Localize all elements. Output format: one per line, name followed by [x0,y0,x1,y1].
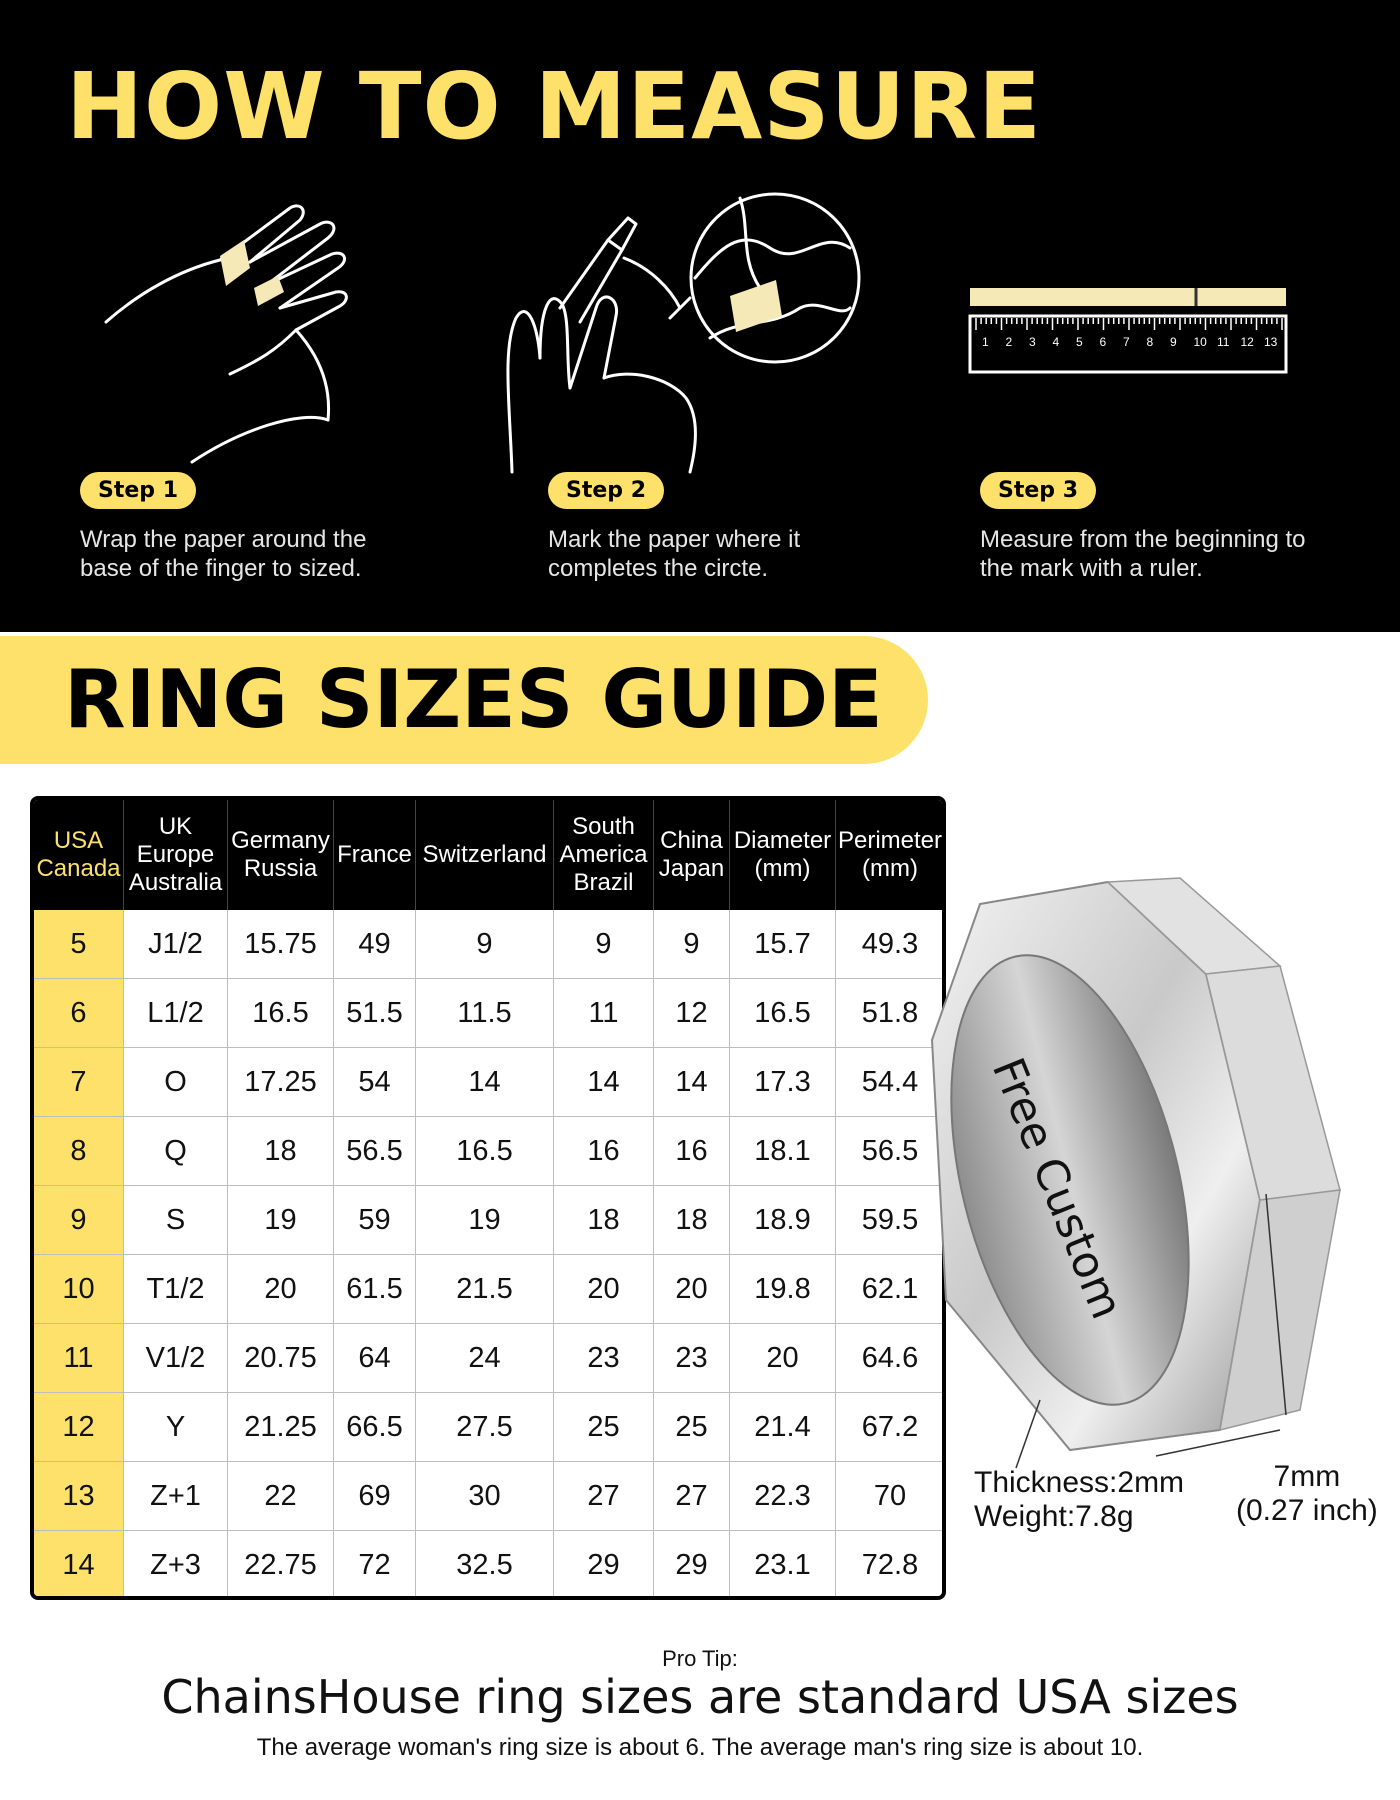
ruler-number: 12 [1240,335,1254,349]
header-china: China Japan [654,800,730,910]
table-cell: Y [124,1393,228,1462]
table-cell: 16 [654,1117,730,1186]
table-cell: 8 [34,1117,124,1186]
table-cell: 20 [554,1255,654,1324]
step-2 [548,472,888,583]
header-germany: Germany Russia [228,800,334,910]
step-2-badge: Step 2 [548,472,664,509]
ring-image [920,870,1380,1470]
table-cell: 20.75 [228,1324,334,1393]
header-uk: UK Europe Australia [124,800,228,910]
table-header [34,800,942,910]
table-cell: 9 [654,910,730,979]
table-cell: 66.5 [334,1393,416,1462]
table-cell: 51.8 [861,997,919,1029]
table-cell: 10 [34,1255,124,1324]
table-cell: 27.5 [416,1393,554,1462]
table-cell: 9 [34,1186,124,1255]
table-cell: 56.5 [861,1135,919,1167]
table-cell: 54.4 [861,1066,919,1098]
table-cell: Z+1 [124,1462,228,1531]
table-cell: 69 [334,1462,416,1531]
step-1 [80,472,420,583]
guide-banner [0,636,928,764]
table-cell: 15.7 [730,910,836,979]
table-row [34,1048,942,1117]
table-cell: 17.3 [730,1048,836,1117]
table-cell: J1/2 [124,910,228,979]
table-cell: 23.1 [730,1531,836,1600]
table-cell: 54 [334,1048,416,1117]
table-cell: 6 [34,979,124,1048]
table-cell: 18.1 [730,1117,836,1186]
pro-tip-headline: ChainsHouse ring sizes are standard USA sizes [161,1670,1239,1724]
table-cell: 19 [228,1186,334,1255]
table-cell: 20 [654,1255,730,1324]
table-cell: 18 [228,1117,334,1186]
table-cell: T1/2 [124,1255,228,1324]
table-cell: 32.5 [416,1531,554,1600]
table-cell: O [124,1048,228,1117]
table-cell: 15.75 [228,910,334,979]
table-cell: 59 [334,1186,416,1255]
table-row [34,1324,942,1393]
header-diameter: Diameter (mm) [730,800,836,910]
table-cell: 18.9 [730,1186,836,1255]
step-3-text: Measure from the beginning to the mark with a ruler. [980,526,1306,582]
table-cell: 14 [416,1048,554,1117]
table-cell: 51.5 [334,979,416,1048]
table-cell: 18 [554,1186,654,1255]
pro-tip-note: The average woman's ring size is about 6. The average man's ring size is about 10. [256,1734,1144,1761]
table-cell: 19.8 [730,1255,836,1324]
table-cell: 7 [34,1048,124,1117]
hand-wrap-illustration [100,200,380,470]
marking-illustration [500,188,880,478]
table-cell: 13 [34,1462,124,1531]
weight-label: Weight:7.8g [974,1500,1134,1533]
thickness-label: Thickness:2mm [974,1466,1185,1499]
table-cell: 20 [730,1324,836,1393]
table-cell: 27 [554,1462,654,1531]
ruler-number: 13 [1264,335,1278,349]
ruler-number: 4 [1052,335,1060,349]
table-cell: 72 [334,1531,416,1600]
table-cell: 70 [873,1480,907,1512]
table-cell: 49 [334,910,416,979]
table-cell: 64 [334,1324,416,1393]
table-cell: 21.5 [416,1255,554,1324]
ruler-number: 6 [1099,335,1107,349]
table-cell: 11.5 [416,979,554,1048]
table-cell: 14 [34,1531,124,1600]
ruler-number: 3 [1029,335,1036,349]
table-cell: 17.25 [228,1048,334,1117]
ruler-number: 1 [982,335,989,349]
table-cell: 11 [554,979,654,1048]
table-cell: 23 [554,1324,654,1393]
header-switzerland: Switzerland [416,800,554,910]
pro-tip-label: Pro Tip: [662,1646,738,1671]
table-cell: 12 [34,1393,124,1462]
header-usa: USA Canada [34,800,124,910]
table-cell: 16.5 [730,979,836,1048]
table-cell: 56.5 [334,1117,416,1186]
table-cell: V1/2 [124,1324,228,1393]
measure-title: HOW TO MEASURE [66,53,1042,160]
table-cell: 67.2 [861,1411,919,1443]
width-inch: (0.27 inch) [1236,1494,1378,1527]
table-cell: 29 [654,1531,730,1600]
table-cell: 9 [416,910,554,979]
table-cell: 12 [654,979,730,1048]
table-cell: Z+3 [124,1531,228,1600]
table-cell: 64.6 [861,1342,919,1374]
table-cell: 22.75 [228,1531,334,1600]
table-cell: L1/2 [124,979,228,1048]
table-cell: 21.4 [730,1393,836,1462]
ruler-number: 9 [1170,335,1177,349]
table-cell: 16 [554,1117,654,1186]
table-cell: 49.3 [861,928,919,960]
table-cell: 61.5 [334,1255,416,1324]
table-cell: 24 [416,1324,554,1393]
table-cell: 5 [34,910,124,979]
table-row [34,1255,942,1324]
header-france: France [334,800,416,910]
table-row [34,910,942,979]
width-mm: 7mm [1273,1460,1341,1493]
ruler-illustration [968,286,1290,378]
table-row [34,1531,942,1600]
ruler-number: 5 [1076,335,1083,349]
ring-width [1236,1460,1378,1528]
table-cell: 16.5 [416,1117,554,1186]
step-3-badge: Step 3 [980,472,1096,509]
ring-specs [974,1466,1184,1534]
table-cell: 23 [654,1324,730,1393]
step-1-text: Wrap the paper around the base of the finger to sized. [80,526,367,582]
ring-size-table [30,796,946,1600]
table-cell: 16.5 [228,979,334,1048]
table-cell: 20 [228,1255,334,1324]
table-cell: 22.3 [730,1462,836,1531]
table-cell: 25 [554,1393,654,1462]
header-south-america: South America Brazil [554,800,654,910]
table-cell: 19 [416,1186,554,1255]
table-cell: 30 [416,1462,554,1531]
table-row [34,979,942,1048]
table-row [34,1462,942,1531]
ruler-number: 11 [1217,335,1230,349]
step-1-badge: Step 1 [80,472,196,509]
table-cell: 25 [654,1393,730,1462]
table-row [34,1186,942,1255]
table-row [34,1117,942,1186]
ruler-number: 8 [1146,335,1154,349]
ruler-number: 7 [1123,335,1130,349]
how-to-measure-section [0,0,1400,632]
table-cell: S [124,1186,228,1255]
ruler-number: 2 [1005,335,1013,349]
ruler-number: 10 [1193,335,1207,349]
table-cell: 14 [554,1048,654,1117]
ring-engraving: Free Custom [981,1051,1133,1326]
table-cell: Q [124,1117,228,1186]
table-cell: 14 [654,1048,730,1117]
table-cell: 27 [654,1462,730,1531]
header-perimeter: Perimeter (mm) [837,827,943,882]
guide-title: RING SIZES GUIDE [64,653,883,746]
table-cell: 22 [228,1462,334,1531]
table-cell: 21.25 [228,1393,334,1462]
table-row [34,1393,942,1462]
step-2-text: Mark the paper where it completes the circte. [548,526,801,582]
table-cell: 11 [34,1324,124,1393]
table-cell: 62.1 [861,1273,919,1305]
table-cell: 72.8 [861,1549,919,1581]
table-cell: 59.5 [861,1204,919,1236]
step-3 [980,472,1320,583]
table-cell: 29 [554,1531,654,1600]
table-cell: 9 [554,910,654,979]
table-cell: 18 [654,1186,730,1255]
